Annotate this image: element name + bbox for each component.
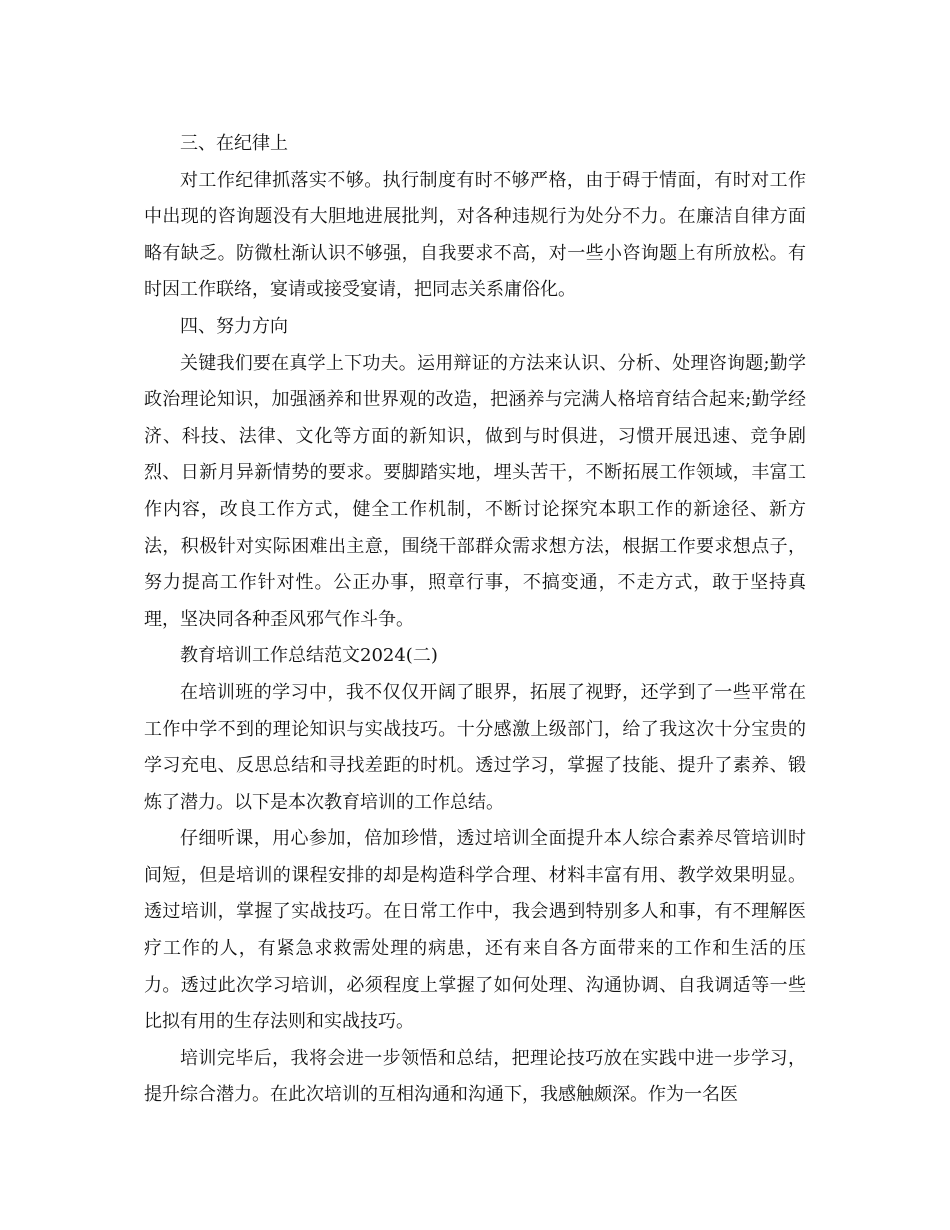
paragraph: 关键我们要在真学上下功夫。运用辩证的方法来认识、分析、处理咨询题;勤学政治理论知识，加强涵养和世界观的改造，把涵养与完满人格培育结合起来;勤学经济、科技、法律、文化等方面的新知识，做到与时俱进，习惯开展迅速、竞争剧烈、日新月异新情势的要求。要脚踏实地，埋头苦干，不断拓展工作领域，丰富工作内容，改良工作方式，健全工作机制，不断讨论探究本职工作的新途径、新方法，积极针对实际困难出主意，围绕干部群众需求想方法，根据工作要求想点子，努力提高工作针对性。公正办事，照章行事，不搞变通，不走方式，敢于坚持真理，坚决同各种歪风邪气作斗争。 [144, 352, 806, 630]
paragraph: 仔细听课，用心参加，倍加珍惜，透过培训全面提升本人综合素养尽管培训时间短，但是培训的课程安排的却是构造科学合理、材料丰富有用、教学效果明显。透过培训，掌握了实战技巧。在日常工作中，我会遇到特别多人和事，有不理解医疗工作的人，有紧急求救需处理的病患，还有来自各方面带来的工作和生活的压力。透过此次学习培训，必须程度上掌握了如何处理、沟通协调、自我调适等一些比拟有用的生存法则和实战技巧。 [144, 828, 806, 1033]
section-heading: 三、在纪律上 [180, 133, 288, 154]
section-heading: 四、努力方向 [180, 315, 288, 337]
paragraph: 对工作纪律抓落实不够。执行制度有时不够严格，由于碍于情面，有时对工作中出现的咨询题没有大胆地进展批判，对各种违规行为处分不力。在廉洁自律方面略有缺乏。防微杜渐认识不够强，自我要求不高，对一些小咨询题上有所放松。有时因工作联络，宴请或接受宴请，把同志关系庸俗化。 [144, 169, 806, 301]
paragraph: 培训完毕后，我将会进一步领悟和总结，把理论技巧放在实践中进一步学习，提升综合潜力。在此次培训的互相沟通和沟通下，我感触颇深。作为一名医 [144, 1047, 806, 1106]
document-body [144, 126, 806, 1114]
article-title: 教育培训工作总结范文2024(二) [180, 645, 438, 667]
paragraph: 在培训班的学习中，我不仅仅开阔了眼界，拓展了视野，还学到了一些平常在工作中学不到的理论知识与实战技巧。十分感激上级部门，给了我这次十分宝贵的学习充电、反思总结和寻找差距的时机。透过学习，掌握了技能、提升了素养、锻炼了潜力。以下是本次教育培训的工作总结。 [144, 681, 806, 813]
